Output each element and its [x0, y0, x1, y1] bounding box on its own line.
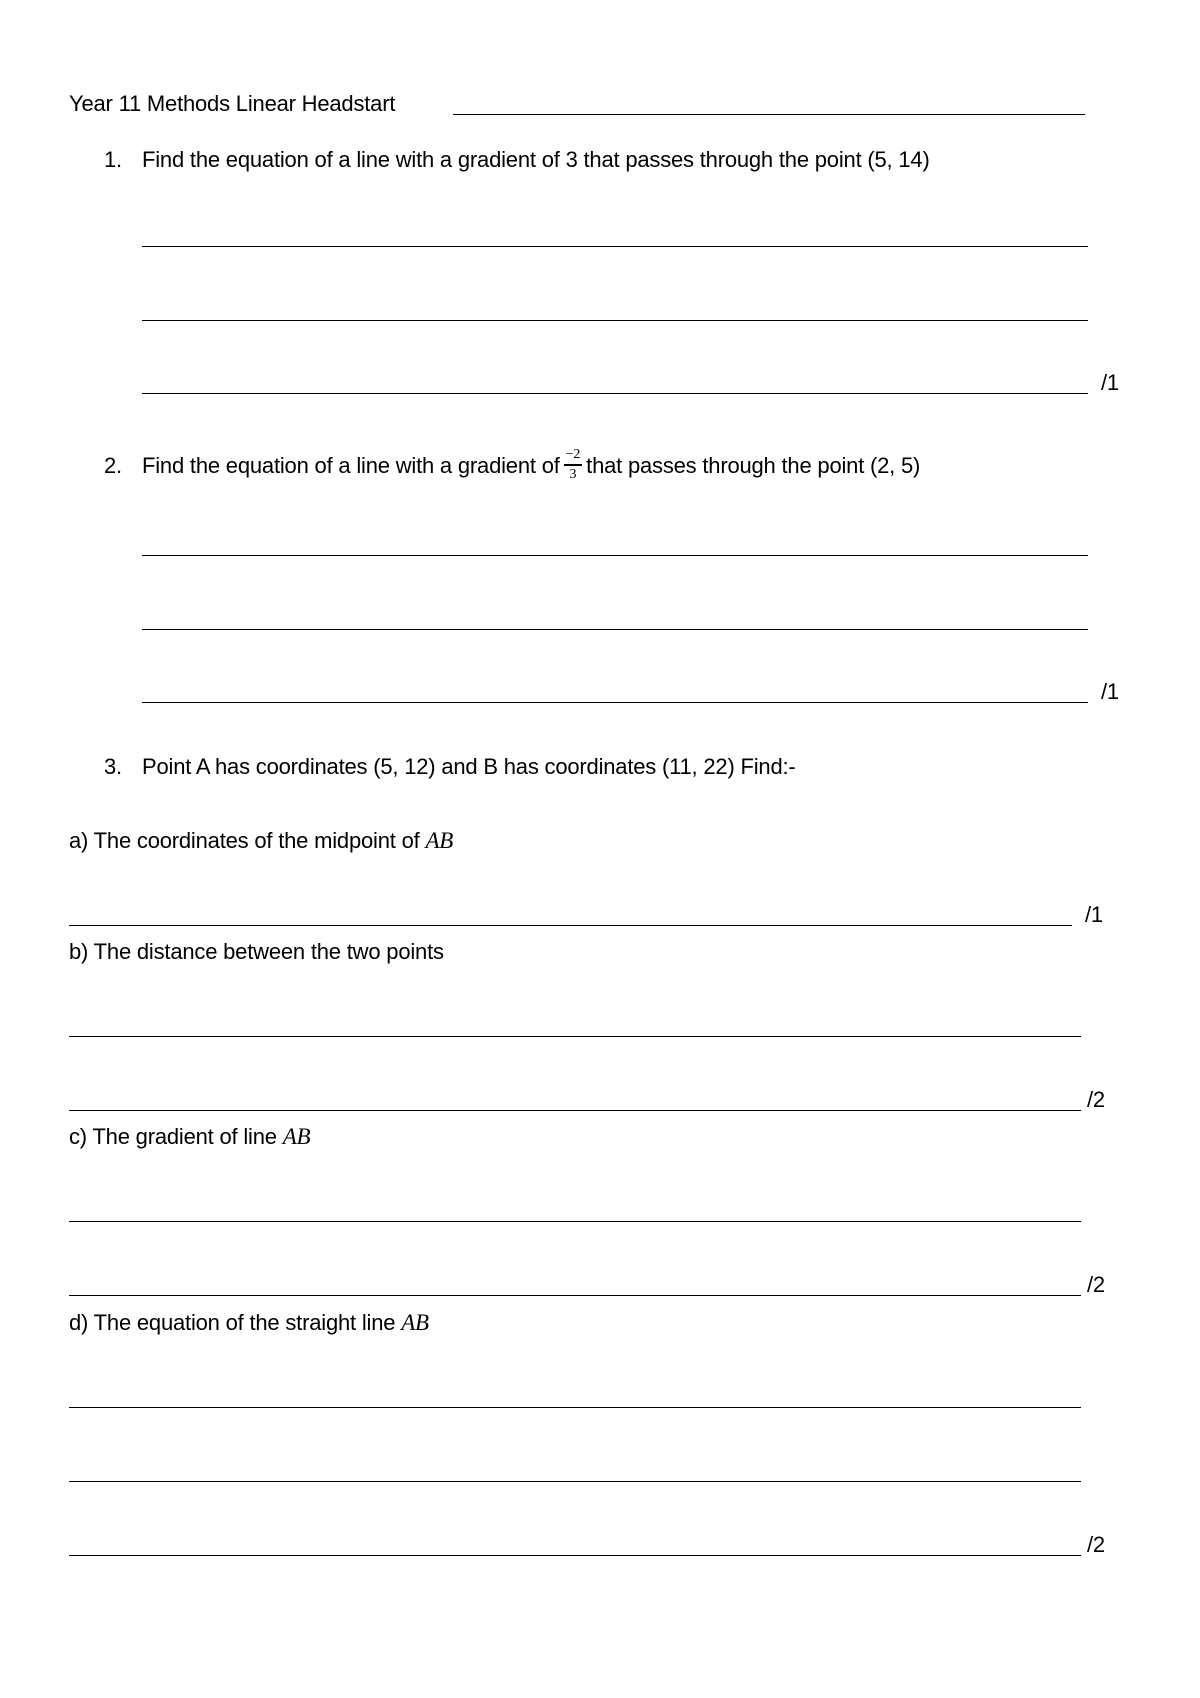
- question-1-text-after: that passes through the point (5, 14): [577, 147, 930, 172]
- name-answer-line[interactable]: [453, 114, 1085, 115]
- question-1-marks: /1: [1101, 370, 1119, 395]
- question-3a-marks: /1: [1085, 902, 1103, 927]
- answer-line[interactable]: [142, 702, 1088, 703]
- question-3d-marks: /2: [1087, 1532, 1105, 1557]
- question-1-text-before: Find the equation of a line with a gradient of: [142, 147, 566, 172]
- answer-line[interactable]: [142, 555, 1088, 556]
- answer-line[interactable]: [69, 1036, 1081, 1037]
- question-1-number: 1.: [104, 147, 122, 172]
- question-3c-marks: /2: [1087, 1272, 1105, 1297]
- answer-line[interactable]: [69, 1110, 1081, 1111]
- answer-line[interactable]: [69, 1295, 1081, 1296]
- answer-line[interactable]: [142, 246, 1088, 247]
- question-3a-label: a) The coordinates of the midpoint of: [69, 828, 426, 853]
- answer-line[interactable]: [142, 320, 1088, 321]
- answer-line[interactable]: [69, 1481, 1081, 1482]
- fraction-numerator: −2: [564, 448, 583, 466]
- question-3d: [69, 1309, 429, 1337]
- answer-line[interactable]: [69, 1221, 1081, 1222]
- question-3d-label: d) The equation of the straight line: [69, 1310, 402, 1335]
- question-2-text-before: Find the equation of a line with a gradient of: [142, 452, 560, 478]
- question-2-number: 2.: [104, 452, 122, 478]
- question-3a-math: AB: [425, 828, 454, 853]
- question-3b-label: b) The distance between the two points: [69, 939, 444, 964]
- question-3: [104, 753, 796, 781]
- question-3-text: Point A has coordinates (5, 12) and B has coordinates (11, 22) Find:-: [142, 754, 796, 779]
- question-2: [104, 447, 921, 484]
- answer-line[interactable]: [142, 393, 1088, 394]
- fraction-denominator: 3: [569, 467, 577, 482]
- question-3c-label: c) The gradient of line: [69, 1124, 283, 1149]
- answer-line[interactable]: [69, 1407, 1081, 1408]
- worksheet-title: Year 11 Methods Linear Headstart: [69, 91, 396, 116]
- question-3-number: 3.: [104, 754, 122, 779]
- question-2-text-after: that passes through the point (2, 5): [586, 452, 921, 478]
- question-3d-math: AB: [401, 1310, 429, 1335]
- gradient-fraction: [564, 448, 583, 482]
- answer-line[interactable]: [69, 1555, 1081, 1556]
- question-3c: [69, 1123, 310, 1151]
- question-3c-math: AB: [282, 1124, 311, 1149]
- answer-line[interactable]: [69, 925, 1072, 926]
- answer-line[interactable]: [142, 629, 1088, 630]
- question-3b: [69, 938, 444, 966]
- question-3a: [69, 827, 453, 855]
- question-1: [104, 146, 930, 174]
- question-3b-marks: /2: [1087, 1087, 1105, 1112]
- question-1-gradient: 3: [565, 147, 578, 172]
- question-2-marks: /1: [1101, 679, 1119, 704]
